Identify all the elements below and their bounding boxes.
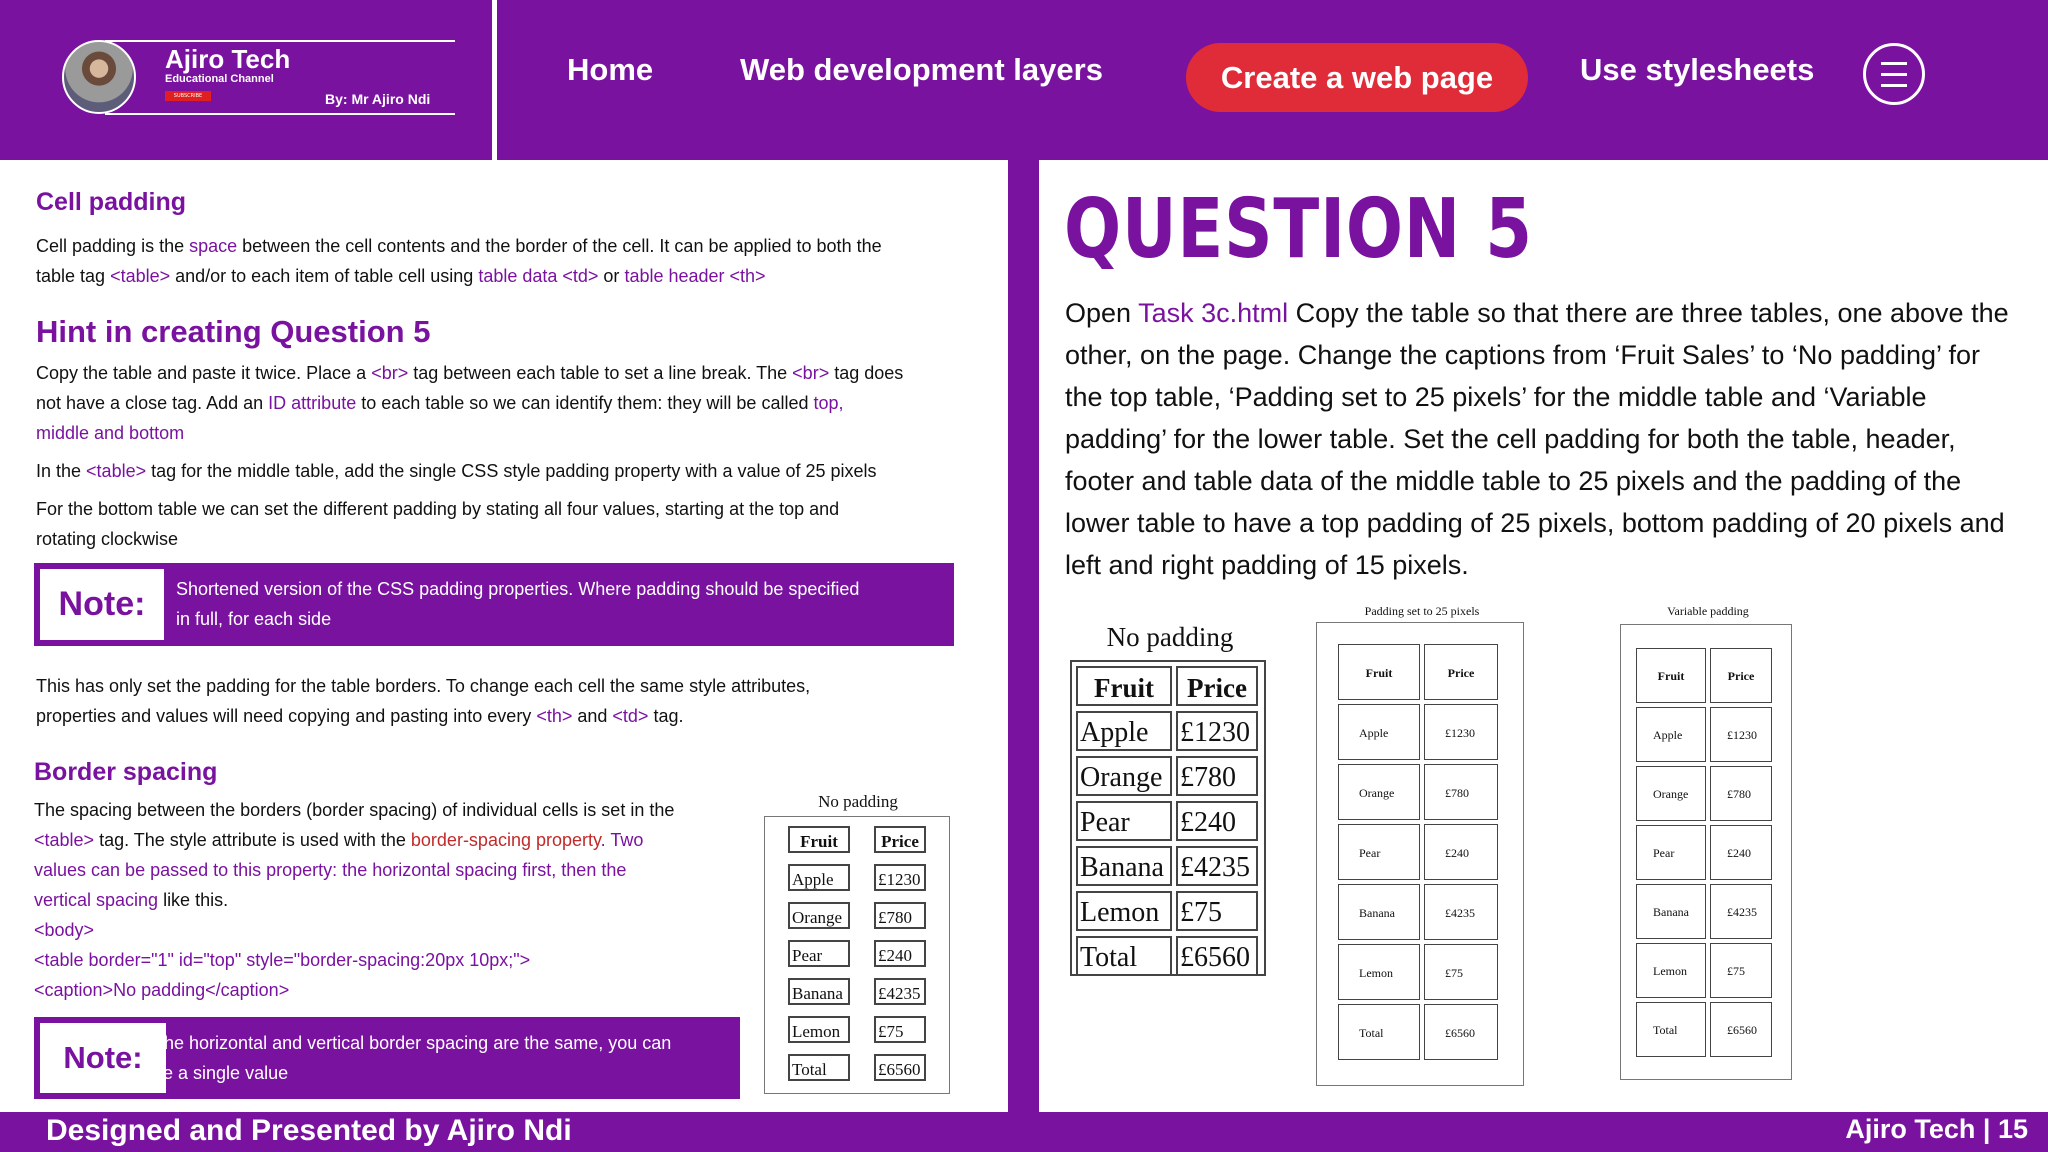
table-cell: £1230 xyxy=(1424,704,1498,760)
border-spacing-heading: Border spacing xyxy=(34,758,218,786)
cell-padding-heading: Cell padding xyxy=(36,188,186,216)
table-cell: Banana xyxy=(1338,884,1420,940)
table-cell: £75 xyxy=(874,1016,926,1043)
hint-paragraph-3: For the bottom table we can set the different padding by stating all four values, starting at the top and rotating clockwise xyxy=(36,499,840,549)
footer-credit: Designed and Presented by Ajiro Ndi xyxy=(46,1114,572,1147)
code-line-3: <caption>No padding</caption> xyxy=(34,980,290,1000)
table-header-cell: Fruit xyxy=(1338,644,1420,700)
hint-paragraph-2: In the <table> tag for the middle table, add the single CSS style padding property with a value of 25 pixels xyxy=(36,461,877,481)
table-header-cell: Price xyxy=(1710,648,1772,703)
logo-top-rule xyxy=(105,40,455,42)
border-spacing-example-table xyxy=(764,792,952,1094)
table-header-cell: Price xyxy=(874,826,926,853)
table-cell: £6560 xyxy=(874,1054,926,1081)
table-header-cell: Fruit xyxy=(1636,648,1706,703)
table-header-cell: Fruit xyxy=(788,826,850,853)
table-cell: £240 xyxy=(1176,801,1258,841)
logo-bottom-rule xyxy=(105,113,455,115)
table-cell: Banana xyxy=(788,978,850,1005)
table-cell: Banana xyxy=(1076,846,1172,886)
nav-home[interactable]: Home xyxy=(567,52,654,87)
nav-use-stylesheets[interactable]: Use stylesheets xyxy=(1580,52,1815,87)
hint-heading: Hint in creating Question 5 xyxy=(36,314,431,349)
table-cell: £240 xyxy=(1710,825,1772,880)
code-line-2: <table border="1" id="top" style="border-spacing:20px 10px;"> xyxy=(34,950,531,970)
table-cell: Total xyxy=(1636,1002,1706,1057)
table-cell: £75 xyxy=(1710,943,1772,998)
table-cell: £240 xyxy=(1424,824,1498,880)
table-cell: £4235 xyxy=(1424,884,1498,940)
table-caption: Padding set to 25 pixels xyxy=(1364,604,1480,618)
table-cell: £6560 xyxy=(1710,1002,1772,1057)
border-spacing-paragraph: The spacing between the borders (border spacing) of individual cells is set in the <table> tag. The style attribute is used with the border-spacing property. Two values can be passed to this property: the horizontal spacing first, then the vertical spacing like this. <body> <table border="1" id="top" style="border-spacing:20px 10px;"> <caption>No padding</caption> xyxy=(34,800,675,1000)
header-bar xyxy=(0,0,2048,160)
table-cell: £1230 xyxy=(1710,707,1772,762)
table-cell: Apple xyxy=(1076,711,1172,751)
table-cell: Total xyxy=(1338,1004,1420,1060)
table-cell: Orange xyxy=(788,902,850,929)
table-cell: Pear xyxy=(1338,824,1420,880)
subscribe-badge: SUBSCRIBE xyxy=(165,91,211,101)
table-cell: Apple xyxy=(1338,704,1420,760)
avatar xyxy=(62,40,136,114)
code-line-1: <body> xyxy=(34,920,95,940)
table-header-cell: Price xyxy=(1176,666,1258,706)
table-cell: £780 xyxy=(874,902,926,929)
logo-title: Ajiro Tech xyxy=(165,44,291,74)
logo-author: By: Mr Ajiro Ndi xyxy=(325,91,431,107)
table-cell: £780 xyxy=(1176,756,1258,796)
table-cell: £240 xyxy=(874,940,926,967)
table-cell: Orange xyxy=(1338,764,1420,820)
table-caption: Variable padding xyxy=(1667,604,1749,618)
variable-padding-table xyxy=(1620,604,1796,1080)
table-cell: £4235 xyxy=(1176,846,1258,886)
table-cell: Banana xyxy=(1636,884,1706,939)
table-cell: Apple xyxy=(788,864,850,891)
note-label-2: Note: xyxy=(40,1023,166,1093)
hint-paragraph-1: Copy the table and paste it twice. Place a <br> tag between each table to set a line break. The <br> tag does not have a close tag. Add an ID attribute to each table so we can identify them: they will be called top, middle and bottom xyxy=(36,363,904,443)
table-cell: £4235 xyxy=(874,978,926,1005)
question-title: QUESTION 5 xyxy=(1064,182,1533,277)
table-cell: Total xyxy=(788,1054,850,1081)
table-cell: £780 xyxy=(1710,766,1772,821)
table-caption: No padding xyxy=(818,792,898,811)
table-cell: Total xyxy=(1076,936,1172,976)
table-cell: £1230 xyxy=(874,864,926,891)
question-body: Open Task 3c.html Copy the table so that there are three tables, one above the other, on the page. Change the captions from ‘Fruit Sales’ to ‘No padding’ for the top table, ‘Padding set to 25 pixels’ for the middle table and ‘Variable padding’ for the lower table. Set the cell padding for both the table, header, footer and table data of the middle table to 25 pixels and the padding of the lower table to have a top padding of 25 pixels, bottom padding of 20 pixels and left and right padding of 15 pixels. xyxy=(1065,298,2009,580)
table-cell: £75 xyxy=(1424,944,1498,1000)
table-cell: £75 xyxy=(1176,891,1258,931)
note-box-1 xyxy=(34,563,954,646)
table-cell: Pear xyxy=(1076,801,1172,841)
table-cell: Orange xyxy=(1636,766,1706,821)
hamburger-menu-icon[interactable] xyxy=(1863,43,1925,105)
table-caption: No padding xyxy=(1106,622,1234,652)
table-cell: £6560 xyxy=(1424,1004,1498,1060)
logo-subtitle: Educational Channel xyxy=(165,73,274,85)
padding-25-table xyxy=(1316,604,1528,1088)
nav-web-development-layers[interactable]: Web development layers xyxy=(740,52,1103,87)
table-cell: Lemon xyxy=(1338,944,1420,1000)
table-cell: £780 xyxy=(1424,764,1498,820)
note-label-1: Note: xyxy=(40,569,164,640)
no-padding-table xyxy=(1070,622,1270,980)
table-header-cell: Fruit xyxy=(1076,666,1172,706)
table-cell: Pear xyxy=(788,940,850,967)
table-cell: £4235 xyxy=(1710,884,1772,939)
table-cell: Pear xyxy=(1636,825,1706,880)
footer-page-number: Ajiro Tech | 15 xyxy=(1845,1114,2028,1144)
nav-create-a-web-page[interactable]: Create a web page xyxy=(1186,43,1528,112)
header-divider xyxy=(492,0,497,160)
note-text-2: If the horizontal and vertical border spacing are the same, you can use a single value xyxy=(144,1033,672,1083)
channel-logo[interactable] xyxy=(0,0,492,160)
task-file-link[interactable]: Task 3c.html xyxy=(1138,298,1289,328)
table-cell: Lemon xyxy=(1636,943,1706,998)
table-cell: Apple xyxy=(1636,707,1706,762)
table-cell: Lemon xyxy=(1076,891,1172,931)
table-cell: Orange xyxy=(1076,756,1172,796)
cell-padding-paragraph: Cell padding is the space between the cell contents and the border of the cell. It can be applied to both the table tag <table> and/or to each item of table cell using table data <td> or table header <th> xyxy=(36,236,882,286)
table-cell: Lemon xyxy=(788,1016,850,1043)
after-note-paragraph: This has only set the padding for the table borders. To change each cell the same style attributes, properties and values will need copying and pasting into every <th> and <td> tag. xyxy=(36,676,811,726)
note-text-1: Shortened version of the CSS padding properties. Where padding should be specified in full, for each side xyxy=(176,579,860,629)
table-cell: £1230 xyxy=(1176,711,1258,751)
table-header-cell: Price xyxy=(1424,644,1498,700)
note-box-2 xyxy=(34,1017,740,1099)
table-cell: £6560 xyxy=(1176,936,1258,976)
